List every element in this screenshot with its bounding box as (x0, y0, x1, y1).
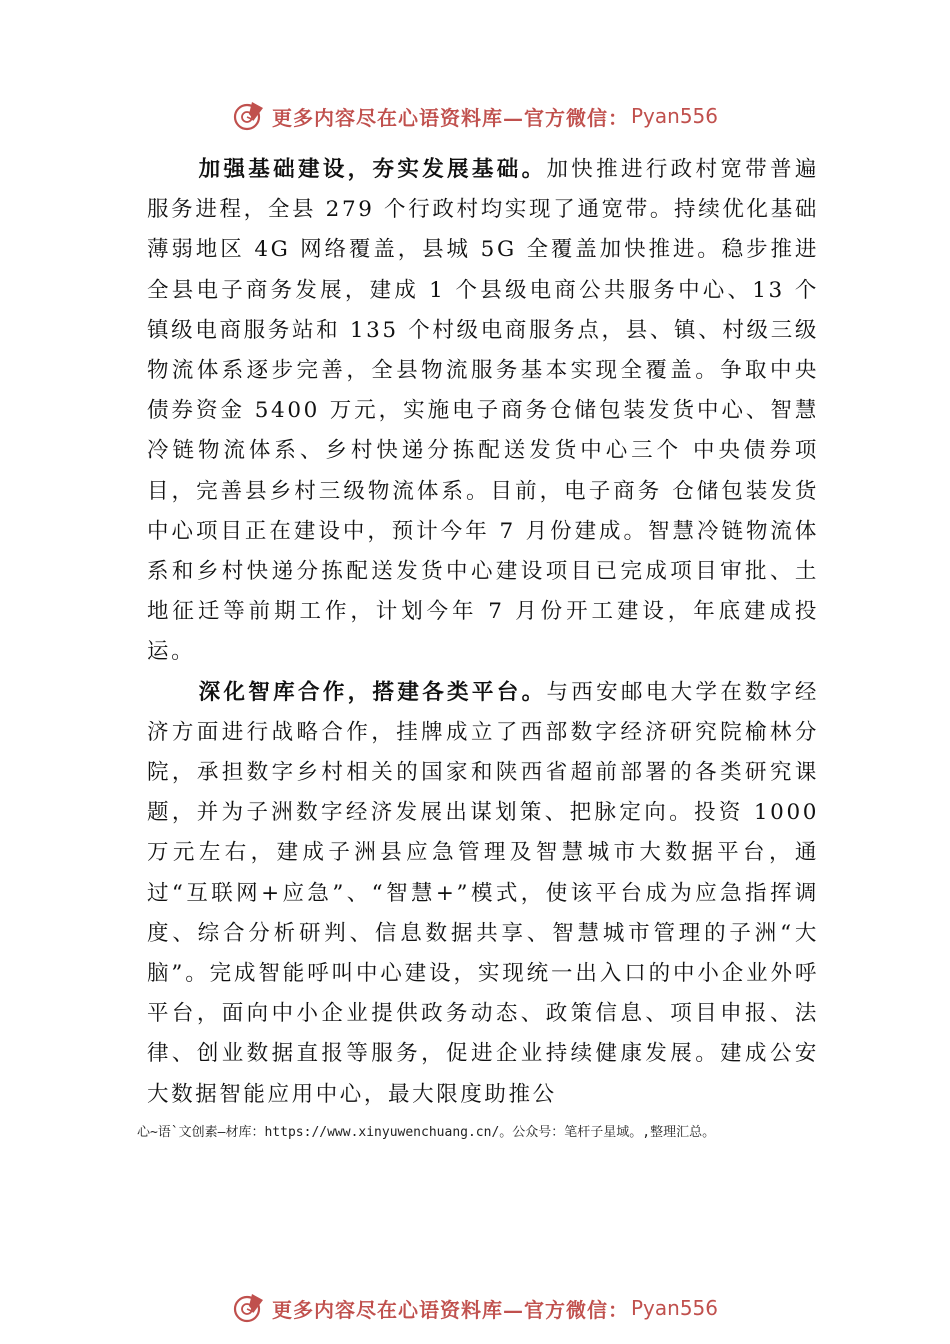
pen-nib-seal-icon (232, 99, 266, 133)
paragraph-infrastructure (147, 150, 819, 673)
paragraph-heading: 深化智库合作，搭建各类平台。 (198, 679, 547, 705)
banner-text: 更多内容尽在心语资料库—官方微信： (271, 105, 629, 130)
document-body (147, 150, 819, 1115)
banner-wechat-handle: Pyan556 (630, 1296, 718, 1320)
paragraph-text: 加快推进行政村宽带普遍服务进程，全县 279 个行政村均实现了通宽带。持续优化基础薄弱地区 4G 网络覆盖，县城 5G 全覆盖加快推进。稳步推进全县电子商务发展，建成 1 个县级电商公共服务中心、13 个镇级电商服务站和 135 个村级电商服务点，县、镇、村级三级物流体系逐步完善，全县物流服务基本实现全覆盖。争取中央债券资金 5400 万元，实施电子商务仓储包装发货中心、智慧冷链物流体系、乡村快递分拣配送发货中心三个 中央债券项目，完善县乡村三级物流体系。目前，电子商务 仓储包装发货中心项目正在建设中，预计今年 7 月份建成。智慧冷链物流体系和乡村快递分拣配送发货中心建设项目已完成项目审批、土地征迁等前期工作，计划今年 7 月份开工建设，年底建成投运。 (147, 157, 819, 665)
paragraph-heading: 加强基础建设，夯实发展基础。 (198, 157, 547, 182)
pen-nib-seal-icon (232, 1291, 266, 1325)
paragraph-think-tank (147, 673, 819, 1115)
footer-watermark-banner (0, 1290, 950, 1326)
banner-text: 更多内容尽在心语资料库—官方微信： (271, 1297, 629, 1322)
paragraph-text: 与西安邮电大学在数字经济方面进行战略合作，挂牌成立了西部数字经济研究院榆林分院，承担数字乡村相关的国家和陕西省超前部署的各类研究课题，并为子洲数字经济发展出谋划策、把脉定向。投资 1000 万元左右，建成子洲县应急管理及智慧城市大数据平台，通过“互联网+应急”、“智慧+”模式，使该平台成为应急指挥调度、综合分析研判、信息数据共享、智慧城市管理的子洲“大脑”。完成智能呼叫中心建设，实现统一出入口的中小企业外呼平台，面向中小企业提供政务动态、政策信息、项目申报、法律、创业数据直报等服务，促进企业持续健康发展。建成公安大数据智能应用中心，最大限度助推公 (147, 679, 819, 1107)
header-watermark-banner (0, 98, 950, 134)
banner-wechat-handle: Pyan556 (630, 104, 718, 128)
source-footnote: 心~语`文创素—材库：https://www.xinyuwenchuang.cn/。公众号：笔杆子星域。,整理汇总。 (137, 1125, 716, 1140)
